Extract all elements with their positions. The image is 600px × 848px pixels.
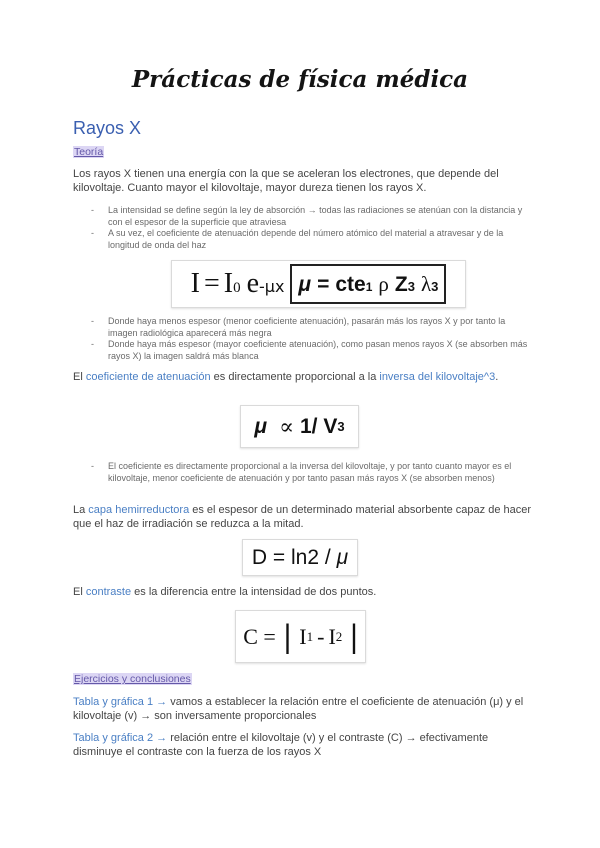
formula-i1: I: [299, 623, 307, 649]
half-value-layer-paragraph: [73, 503, 533, 531]
formula-i0: I: [223, 268, 234, 299]
formula-minus: -: [317, 623, 325, 649]
formula-e: e: [246, 268, 259, 299]
term-contraste: contraste: [85, 586, 132, 598]
page-title: Prácticas de física médica: [131, 66, 469, 93]
text: es la diferencia entre la intensidad de dos puntos.: [131, 586, 377, 598]
proportional-formula: μ ∝ 1/ V 3: [240, 405, 359, 448]
absorption-formula: [171, 260, 466, 308]
table2-paragraph: [73, 731, 533, 759]
formula-intensity: I: [190, 268, 200, 299]
formula-proportional: ∝: [279, 413, 294, 439]
list-item: - Donde haya menos espesor (menor coeficiente atenuación), pasarán más los rayos X y por tanto la imagen radiológica aparecerá más negra: [91, 316, 531, 339]
coefficient-paragraph: [73, 370, 533, 384]
term-inversa-kilovoltaje: inversa del kilovoltaje^3: [379, 371, 496, 383]
bullet-list-absorption: [91, 205, 531, 251]
term-tabla-2: Tabla y gráfica 2 →: [73, 732, 168, 744]
table1-paragraph: [73, 695, 533, 723]
section-heading: Rayos X: [73, 118, 142, 138]
formula-mu: μ: [298, 272, 312, 296]
contrast-paragraph: [73, 585, 533, 599]
formula-equals-2: =: [317, 272, 330, 296]
bullet-list-coefficient: [91, 461, 531, 484]
formula-i2: I: [328, 623, 336, 649]
text: La: [73, 504, 89, 516]
theory-label: Teoría: [74, 146, 104, 158]
formula-mu: μ: [336, 545, 349, 569]
formula-rho: ρ: [378, 271, 389, 296]
text: es directamente proporcional a la: [210, 371, 380, 383]
formula-c: C =: [243, 623, 276, 649]
formula-cte: cte: [335, 272, 366, 296]
formula-abs-open: |: [283, 617, 292, 655]
text: El: [73, 586, 86, 598]
term-tabla-1: Tabla y gráfica 1 →: [73, 696, 168, 708]
exercises-label: Ejercicios y conclusiones: [74, 673, 191, 685]
half-value-formula: [242, 539, 358, 576]
formula-equals: =: [203, 268, 220, 299]
intensity-formula: I = I 0 e -μx: [190, 268, 285, 299]
text: es el espesor de un determinado material absorbente capaz de hacer que el haz de irradiación se reduzca a la mitad.: [73, 504, 532, 530]
mu-formula-box: μ = cte 1 ρ Z 3 λ 3: [290, 264, 446, 304]
formula-abs-close: |: [350, 617, 358, 655]
text: vamos a establecer la relación entre el coeficiente de atenuación (μ) y el kilovoltaje (v) → son inversamente proporcionales: [73, 696, 524, 722]
list-item: - El coeficiente es directamente proporcional a la inversa del kilovoltaje, y por tanto cuanto mayor es el kilovoltaje, menor coeficiente de atenuación y por tanto pasan más rayos X (se absorben menos): [91, 461, 531, 484]
formula-inverse-v: 1/ V: [299, 414, 338, 438]
list-item: - La intensidad se define según la ley de absorción → todas las radiaciones se atenúan con la distancia y con el espesor de la superficie que atraviesa: [91, 205, 531, 228]
list-item: - Donde haya más espesor (mayor coeficiente atenuación), como pasan menos rayos X (se absorben más rayos X) la imagen saldrá más blanca: [91, 339, 531, 362]
text: .: [495, 371, 499, 383]
term-capa-hemirreductora: capa hemirreductora: [88, 504, 190, 516]
formula-z: Z: [394, 272, 408, 296]
bullet-list-thickness: [91, 316, 531, 362]
term-coeficiente-atenuacion: coeficiente de atenuación: [85, 371, 211, 383]
formula-d-text: D = ln2 /: [251, 545, 337, 569]
intro-paragraph: Los rayos X tienen una energía con la que se aceleran los electrones, que depende del kilovoltaje. Cuanto mayor el kilovoltaje, mayor dureza tienen los rayos X.: [73, 168, 499, 194]
formula-lambda: λ: [420, 271, 432, 296]
contrast-formula: C = | I 1 - I 2 |: [235, 610, 366, 663]
list-item: - A su vez, el coeficiente de atenuación depende del número atómico del material a atravesar y de la longitud de onda del haz: [91, 228, 531, 251]
formula-mu: μ: [254, 414, 268, 438]
text: El: [73, 371, 86, 383]
text: relación entre el kilovoltaje (v) y el contraste (C) → efectivamente disminuye el contraste con la fuerza de los rayos X: [73, 732, 489, 758]
